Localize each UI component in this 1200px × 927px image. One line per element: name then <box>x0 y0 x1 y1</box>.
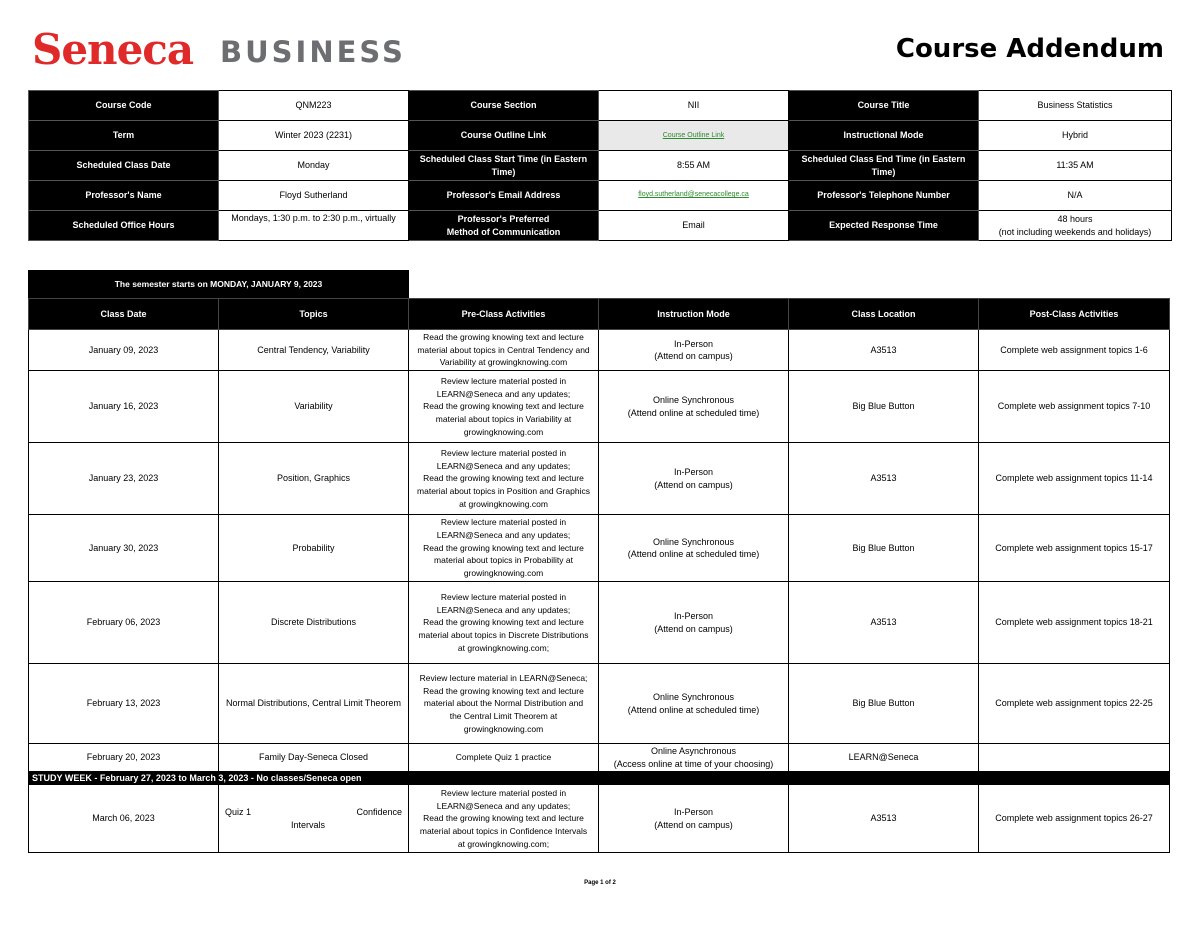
info-row <box>29 121 1172 151</box>
class-location-cell: Big Blue Button <box>789 664 979 744</box>
start-time-label: Scheduled Class Start Time (in Eastern Time) <box>409 151 599 181</box>
prof-name-label: Professor's Name <box>29 181 219 211</box>
text-line: Read the growing knowing text and lecture <box>423 685 584 696</box>
prof-email-link[interactable]: floyd.sutherland@senecacollege.ca <box>599 181 789 211</box>
text-line: Review lecture material posted in <box>440 591 567 602</box>
schedule-row <box>29 371 1170 443</box>
class-date-cell: February 20, 2023 <box>29 744 219 772</box>
instructional-mode-value: Hybrid <box>979 121 1172 151</box>
instruction-mode-cell <box>599 582 789 664</box>
study-week-row <box>29 772 1170 785</box>
post-class-cell: Complete web assignment topics 18-21 <box>979 582 1170 664</box>
course-section-value: NII <box>599 91 789 121</box>
text-line: Review lecture material posted in <box>440 447 567 458</box>
post-class-cell: Complete web assignment topics 22-25 <box>979 664 1170 744</box>
column-header: Class Location <box>789 299 979 330</box>
course-title-label: Course Title <box>789 91 979 121</box>
text-line: material about topics in Position and Graphics <box>417 485 590 496</box>
class-date-cell: February 13, 2023 <box>29 664 219 744</box>
instruction-mode-cell <box>599 371 789 443</box>
text-line: Online Synchronous <box>652 395 735 406</box>
topic-part: Intervals <box>291 819 326 830</box>
post-class-cell: Complete web assignment topics 26-27 <box>979 785 1170 853</box>
topic-part: Confidence <box>356 807 402 818</box>
course-info-table <box>28 90 1172 241</box>
text-line: at growingknowing.com <box>459 498 548 509</box>
post-class-cell: Complete web assignment topics 7-10 <box>979 371 1170 443</box>
text-line: Read the growing knowing text and lecture <box>423 813 584 824</box>
end-time-value: 11:35 AM <box>979 151 1172 181</box>
text-line: Read the growing knowing text and lecture <box>423 473 584 484</box>
column-header: Instruction Mode <box>599 299 789 330</box>
topic-cell: Family Day-Seneca Closed <box>219 744 409 772</box>
prof-name-value: Floyd Sutherland <box>219 181 409 211</box>
schedule-row <box>29 443 1170 515</box>
class-date-cell: February 06, 2023 <box>29 582 219 664</box>
column-header: Topics <box>219 299 409 330</box>
text-line: material about topics in Confidence Intervals <box>419 825 588 836</box>
topic-cell: Probability <box>219 515 409 582</box>
info-row <box>29 151 1172 181</box>
pref-comm-label-line: Professor's Preferred <box>457 214 550 224</box>
class-date-cell: March 06, 2023 <box>29 785 219 853</box>
text-line: growingknowing.com <box>463 568 544 579</box>
pref-comm-label-line: Method of Communication <box>446 226 561 237</box>
text-line: the Central Limit Theorem at <box>449 710 558 721</box>
text-line: LEARN@Seneca and any updates; <box>436 388 571 399</box>
text-line: Variability at growingknowing.com <box>439 357 568 368</box>
course-section-label: Course Section <box>409 91 599 121</box>
class-location-cell: A3513 <box>789 582 979 664</box>
class-date-label: Scheduled Class Date <box>29 151 219 181</box>
post-class-cell: Complete web assignment topics 15-17 <box>979 515 1170 582</box>
study-week-banner: STUDY WEEK - February 27, 2023 to March 3, 2023 - No classes/Seneca open <box>29 772 1170 785</box>
class-location-cell: A3513 <box>789 330 979 371</box>
class-location-cell: A3513 <box>789 443 979 515</box>
instruction-mode-cell <box>599 744 789 772</box>
column-header: Class Date <box>29 299 219 330</box>
pre-class-cell <box>409 371 599 443</box>
start-time-value: 8:55 AM <box>599 151 789 181</box>
page-number: Page 1 of 2 <box>584 880 616 886</box>
class-date-cell: January 30, 2023 <box>29 515 219 582</box>
text-line: LEARN@Seneca and any updates; <box>436 460 571 471</box>
text-line: LEARN@Seneca and any updates; <box>436 530 571 541</box>
text-line: (Attend on campus) <box>654 479 733 490</box>
text-line: (Attend on campus) <box>654 819 733 830</box>
class-date-cell: January 09, 2023 <box>29 330 219 371</box>
text-line: material about topics in Central Tendency and <box>417 344 590 355</box>
pre-class-cell <box>409 330 599 371</box>
class-location-cell: Big Blue Button <box>789 371 979 443</box>
text-line: at growingknowing.com; <box>457 838 550 849</box>
text-line: In-Person <box>673 807 714 818</box>
info-row <box>29 181 1172 211</box>
info-row <box>29 211 1172 241</box>
text-line: (Attend on campus) <box>654 623 733 634</box>
prof-phone-value: N/A <box>979 181 1172 211</box>
text-line: (Attend online at scheduled time) <box>627 704 760 715</box>
text-line: Online Synchronous <box>652 536 735 547</box>
class-location-cell: Big Blue Button <box>789 515 979 582</box>
class-location-cell: A3513 <box>789 785 979 853</box>
text-line: In-Person <box>673 611 714 622</box>
schedule-row <box>29 515 1170 582</box>
topic-cell: Discrete Distributions <box>219 582 409 664</box>
outline-link-cell <box>599 121 789 151</box>
column-header: Post-Class Activities <box>979 299 1170 330</box>
course-code-value: QNM223 <box>219 91 409 121</box>
response-time-line: (not including weekends and holidays) <box>998 226 1152 237</box>
page-title: Course Addendum <box>895 34 1164 64</box>
schedule-header-row <box>29 299 1170 330</box>
schedule-row <box>29 664 1170 744</box>
pre-class-cell <box>409 443 599 515</box>
course-title-value: Business Statistics <box>979 91 1172 121</box>
schedule-row <box>29 330 1170 371</box>
business-logo-text: BUSINESS <box>220 35 406 69</box>
seneca-logo: Seneca <box>32 25 194 74</box>
schedule-row <box>29 582 1170 664</box>
topic-part: Quiz 1 <box>225 807 252 818</box>
topic-cell <box>219 785 409 853</box>
text-line: material about the Normal Distribution and <box>423 698 584 709</box>
topic-cell: Normal Distributions, Central Limit Theorem <box>219 664 409 744</box>
course-outline-link[interactable]: Course Outline Link <box>662 132 725 140</box>
text-line: (Access online at time of your choosing) <box>613 758 774 769</box>
pre-class-cell <box>409 515 599 582</box>
class-date-cell: January 23, 2023 <box>29 443 219 515</box>
page-header <box>32 25 1168 78</box>
text-line: Review lecture material in LEARN@Seneca; <box>419 672 588 683</box>
topic-cell: Position, Graphics <box>219 443 409 515</box>
text-line: (Attend online at scheduled time) <box>627 407 760 418</box>
end-time-label: Scheduled Class End Time (in Eastern Time) <box>789 151 979 181</box>
instructional-mode-label: Instructional Mode <box>789 121 979 151</box>
response-time-value <box>979 211 1172 241</box>
text-line: LEARN@Seneca and any updates; <box>436 800 571 811</box>
post-class-cell: Complete web assignment topics 1-6 <box>979 330 1170 371</box>
pre-class-cell <box>409 582 599 664</box>
schedule-row <box>29 785 1170 853</box>
text-line: (Attend on campus) <box>654 351 733 362</box>
instruction-mode-cell <box>599 443 789 515</box>
text-line: In-Person <box>673 467 714 478</box>
pre-class-cell <box>409 664 599 744</box>
class-date-cell: January 16, 2023 <box>29 371 219 443</box>
text-line: Online Synchronous <box>652 692 735 703</box>
prof-phone-label: Professor's Telephone Number <box>789 181 979 211</box>
pref-comm-value: Email <box>599 211 789 241</box>
text-line: Review lecture material posted in <box>440 787 567 798</box>
text-line: at growingknowing.com; <box>457 642 550 653</box>
text-line: Read the growing knowing text and lecture <box>423 401 584 412</box>
class-date-value: Monday <box>219 151 409 181</box>
topic-cell: Central Tendency, Variability <box>219 330 409 371</box>
post-class-cell: Complete web assignment topics 11-14 <box>979 443 1170 515</box>
text-line: material about topics in Discrete Distributions <box>418 629 589 640</box>
text-line: (Attend online at scheduled time) <box>627 549 760 560</box>
text-line: material about topics in Probability at <box>434 555 573 566</box>
text-line: Review lecture material posted in <box>440 517 567 528</box>
instruction-mode-cell <box>599 515 789 582</box>
response-time-label: Expected Response Time <box>789 211 979 241</box>
pre-class-cell <box>409 744 599 772</box>
text-line: In-Person <box>673 338 714 349</box>
course-code-label: Course Code <box>29 91 219 121</box>
text-line: Online Asynchronous <box>650 746 737 757</box>
prof-email-label: Professor's Email Address <box>409 181 599 211</box>
class-location-cell: LEARN@Seneca <box>789 744 979 772</box>
text-line: growingknowing.com <box>463 723 544 734</box>
semester-start-banner: The semester starts on MONDAY, JANUARY 9, 2023 <box>28 270 409 298</box>
term-label: Term <box>29 121 219 151</box>
topic-line <box>221 806 406 819</box>
text-line: Read the growing knowing text and lecture <box>423 332 584 342</box>
post-class-cell <box>979 744 1170 772</box>
info-row <box>29 91 1172 121</box>
pre-class-cell <box>409 785 599 853</box>
response-time-line: 48 hours <box>1057 214 1093 224</box>
text-line: Complete Quiz 1 practice <box>455 752 552 763</box>
office-hours-value: Mondays, 1:30 p.m. to 2:30 p.m., virtually <box>219 211 409 241</box>
text-line: Read the growing knowing text and lecture <box>423 617 584 628</box>
topic-cell: Variability <box>219 371 409 443</box>
instruction-mode-cell <box>599 330 789 371</box>
column-header: Pre-Class Activities <box>409 299 599 330</box>
text-line: material about topics in Variability at <box>435 413 572 424</box>
instruction-mode-cell <box>599 785 789 853</box>
schedule-table <box>28 298 1170 853</box>
schedule-row <box>29 744 1170 772</box>
outline-link-label: Course Outline Link <box>409 121 599 151</box>
text-line: Review lecture material posted in <box>440 375 567 386</box>
text-line: Read the growing knowing text and lecture <box>423 542 584 553</box>
text-line: growingknowing.com <box>463 426 544 437</box>
pref-comm-label <box>409 211 599 241</box>
office-hours-label: Scheduled Office Hours <box>29 211 219 241</box>
instruction-mode-cell <box>599 664 789 744</box>
text-line: LEARN@Seneca and any updates; <box>436 604 571 615</box>
term-value: Winter 2023 (2231) <box>219 121 409 151</box>
